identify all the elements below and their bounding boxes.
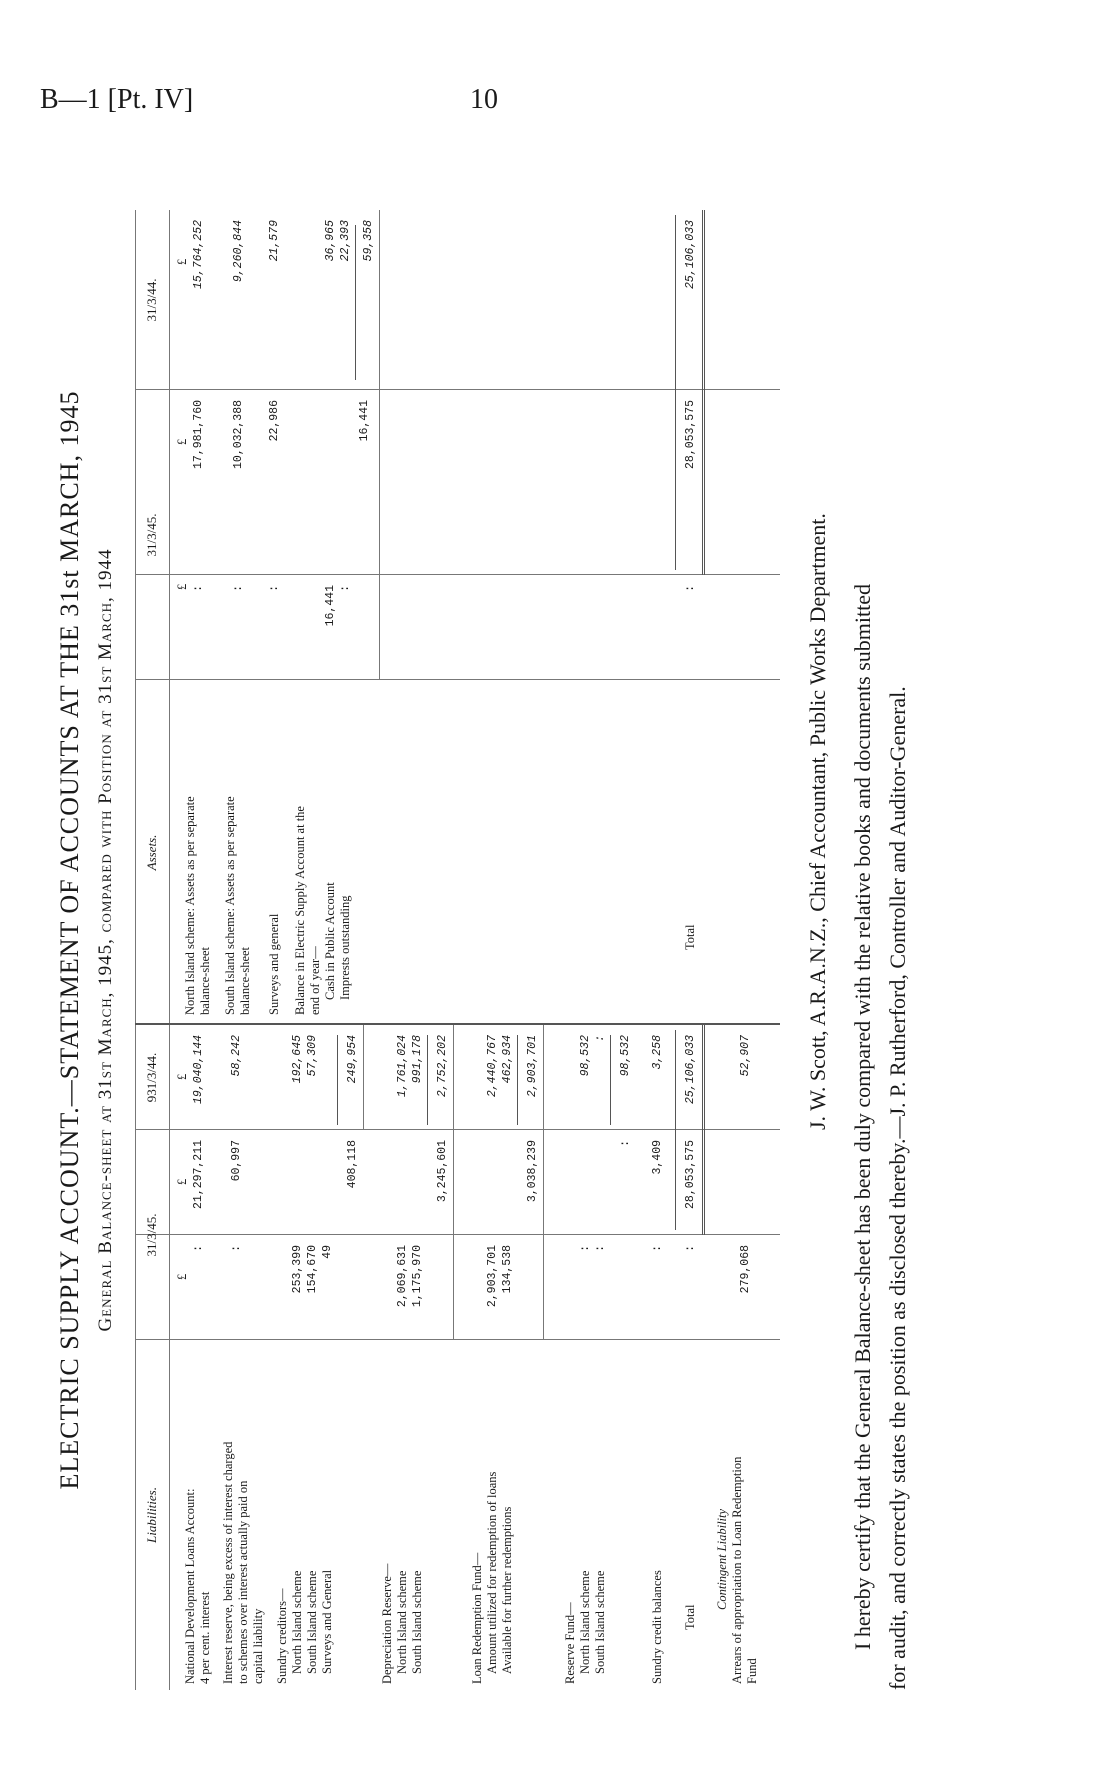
liab-row-a: 134,538 [501, 1245, 514, 1294]
audit-certificate-line-2: for audit, and correctly states the position as disclosed thereby.—J. P. Rutherford, Controller and Auditor-General. [885, 686, 910, 1690]
pound-sign: £ [175, 1273, 189, 1280]
center-divider [135, 1023, 780, 1025]
document-reference: B—1 [Pt. IV] [40, 84, 194, 115]
pound-sign: £ [175, 1073, 189, 1080]
liab-row-c: : [594, 1035, 607, 1042]
asset-row-desc: Balance in Electric Supply Account at the end of year— [293, 806, 322, 1015]
liab-row-a: 2,069,631 [396, 1245, 409, 1308]
liab-row-c: 2,440,767 [486, 1035, 499, 1098]
liab-row-b: 21,297,211 [192, 1140, 205, 1210]
liab-row-desc: Loan Redemption Fund— [470, 1552, 484, 1684]
asset-row-b: 22,986 [268, 400, 281, 442]
asset-row-c: 21,579 [268, 220, 281, 262]
liab-total-label: Total [683, 1604, 697, 1630]
asset-row-desc: Imprests outstanding [338, 895, 352, 1000]
liab-row-c: 2,752,202 [436, 1035, 449, 1098]
liab-total-1945: 28,053,575 [684, 1140, 697, 1210]
liab-row-c: 98,532 [579, 1035, 592, 1077]
table-top-rule [135, 210, 136, 1690]
row-rule [543, 1025, 544, 1340]
liab-row-desc: Sundry credit balances [650, 1570, 664, 1684]
liab-row-c: 57,309 [306, 1035, 319, 1077]
pound-sign: £ [175, 438, 189, 445]
asset-row-a: : [684, 585, 697, 592]
liab-row-desc: Sundry creditors— [275, 1588, 289, 1684]
liab-row-a: 253,399 [291, 1245, 304, 1294]
liab-row-desc: Arrears of appropriation to Loan Redemption Fund [730, 1456, 759, 1684]
asset-row-c: 22,393 [339, 220, 352, 262]
liab-row-desc: North Island scheme [395, 1570, 409, 1674]
total-double-rule [702, 210, 705, 575]
liab-row-desc: South Island scheme [593, 1570, 607, 1674]
rotated-page [45, 150, 1005, 1730]
liab-col-heading-1945: 31/3/45. [144, 1213, 159, 1257]
subtotal-rule [517, 1035, 518, 1125]
liab-row-desc: Surveys and General [320, 1569, 334, 1674]
asset-row-c: 36,965 [324, 220, 337, 262]
asset-row-desc: Cash in Public Account [323, 882, 337, 1000]
asset-row-b: 16,441 [358, 400, 371, 442]
asset-row-a: : [339, 585, 352, 592]
liab-row-a: 154,670 [306, 1245, 319, 1294]
page-number: 10 [470, 84, 498, 115]
asset-row-b: 10,032,388 [232, 400, 245, 470]
row-rule [379, 210, 380, 680]
liab-row-desc: Depreciation Reserve— [380, 1563, 394, 1684]
liab-row-c: 98,532 [619, 1035, 632, 1077]
liab-row-b: 3,245,601 [436, 1140, 449, 1203]
liab-row-c: 462,934 [501, 1035, 514, 1084]
asset-total-1945: 28,053,575 [684, 400, 697, 470]
liab-row-c: 3,258 [651, 1035, 664, 1070]
total-double-rule [702, 1025, 705, 1235]
liab-row-c: 19,040,144 [192, 1035, 205, 1105]
liab-row-b: : [619, 1140, 632, 1147]
subtotal-rule [610, 1035, 611, 1125]
liab-row-c: 1,761,024 [396, 1035, 409, 1098]
asset-row-desc: Surveys and general [267, 913, 281, 1015]
liab-row-c: 2,903,701 [526, 1035, 539, 1098]
liab-row-a: : [684, 1245, 697, 1252]
liab-row-a: : [594, 1245, 607, 1252]
page-subtitle: General Balance-sheet at 31st March, 1945, compared with Position at 31st March, 1944 [95, 548, 116, 1332]
asset-row-c: 15,764,252 [192, 220, 205, 290]
liab-total-1944: 25,106,033 [684, 1035, 697, 1105]
liab-row-c: 249,954 [346, 1035, 359, 1084]
pound-sign: £ [175, 1178, 189, 1185]
liab-row-a: 279,068 [739, 1245, 752, 1294]
liab-row-b: 3,038,239 [526, 1140, 539, 1203]
audit-certificate-line-1: I hereby certify that the General Balance-sheet has been duly compared with the relative books and documents submitted [850, 583, 875, 1650]
liab-row-c: 991,178 [411, 1035, 424, 1084]
asset-total-label: Total [683, 924, 697, 950]
row-rule [363, 1025, 364, 1130]
asset-row-a: : [192, 585, 205, 592]
total-rule [675, 1030, 676, 1230]
subtotal-rule [337, 1035, 338, 1125]
liab-row-desc: Reserve Fund— [563, 1602, 577, 1684]
liab-row-b: 60,997 [230, 1140, 243, 1182]
liab-row-a: 2,903,701 [486, 1245, 499, 1308]
liab-row-c: 192,645 [291, 1035, 304, 1084]
asset-row-desc: South Island scheme: Assets as per separate balance-sheet [223, 796, 252, 1015]
liab-row-b: 3,409 [651, 1140, 664, 1175]
liab-row-desc: North Island scheme [290, 1570, 304, 1674]
liabilities-heading: Liabilities. [144, 1487, 159, 1543]
liab-row-c: 58,242 [230, 1035, 243, 1077]
liab-row-a: : [230, 1245, 243, 1252]
asset-row-a: : [268, 585, 281, 592]
asset-total-1944: 25,106,033 [684, 220, 697, 290]
liab-row-c: 52,907 [739, 1035, 752, 1077]
contingent-liability-heading: Contingent Liability [715, 1508, 729, 1610]
row-rule [453, 1025, 454, 1340]
balance-sheet-table [135, 210, 780, 1690]
liab-row-desc: South Island scheme [305, 1570, 319, 1674]
asset-col-heading-1944: 31/3/44. [144, 278, 159, 322]
header-rule [169, 210, 170, 1690]
liab-row-desc: National Development Loans Account: 4 per cent. interest [183, 1488, 212, 1684]
liab-row-desc: South Island scheme [410, 1570, 424, 1674]
liab-row-a: 1,175,970 [411, 1245, 424, 1308]
liab-row-desc: Amount utilized for redemption of loans [485, 1471, 499, 1674]
liab-row-a: : [579, 1245, 592, 1252]
liab-row-a: : [192, 1245, 205, 1252]
liab-row-desc: Available for further redemptions [500, 1506, 514, 1674]
liab-row-b: 408,118 [346, 1140, 359, 1189]
subtotal-rule [427, 1035, 428, 1125]
asset-row-c: 9,260,844 [232, 220, 245, 283]
total-rule [675, 215, 676, 570]
liab-row-desc: Interest reserve, being excess of interest charged to schemes over interest actually paid on capital liability [221, 1441, 265, 1684]
liab-row-a: 49 [321, 1245, 334, 1259]
asset-row-a: 16,441 [324, 585, 337, 627]
liab-row-a: : [651, 1245, 664, 1252]
asset-col-heading-1945: 31/3/45. [144, 513, 159, 557]
asset-row-c: 59,358 [362, 220, 375, 262]
chief-accountant-signature: J. W. Scott, A.R.A.N.Z., Chief Accountant, Public Works Department. [805, 513, 830, 1130]
page-title: ELECTRIC SUPPLY ACCOUNT.—STATEMENT OF ACCOUNTS AT THE 31st MARCH, 1945 [55, 390, 84, 1490]
asset-row-b: 17,981,760 [192, 400, 205, 470]
subtotal-rule [355, 225, 356, 380]
pound-sign: £ [175, 258, 189, 265]
asset-row-a: : [232, 585, 245, 592]
liab-row-desc: North Island scheme [578, 1570, 592, 1674]
liab-col-heading-1944: 931/3/44. [144, 1052, 159, 1103]
assets-heading: Assets. [144, 834, 159, 871]
asset-row-desc: North Island scheme: Assets as per separate balance-sheet [183, 796, 212, 1015]
pound-sign: £ [175, 583, 189, 590]
